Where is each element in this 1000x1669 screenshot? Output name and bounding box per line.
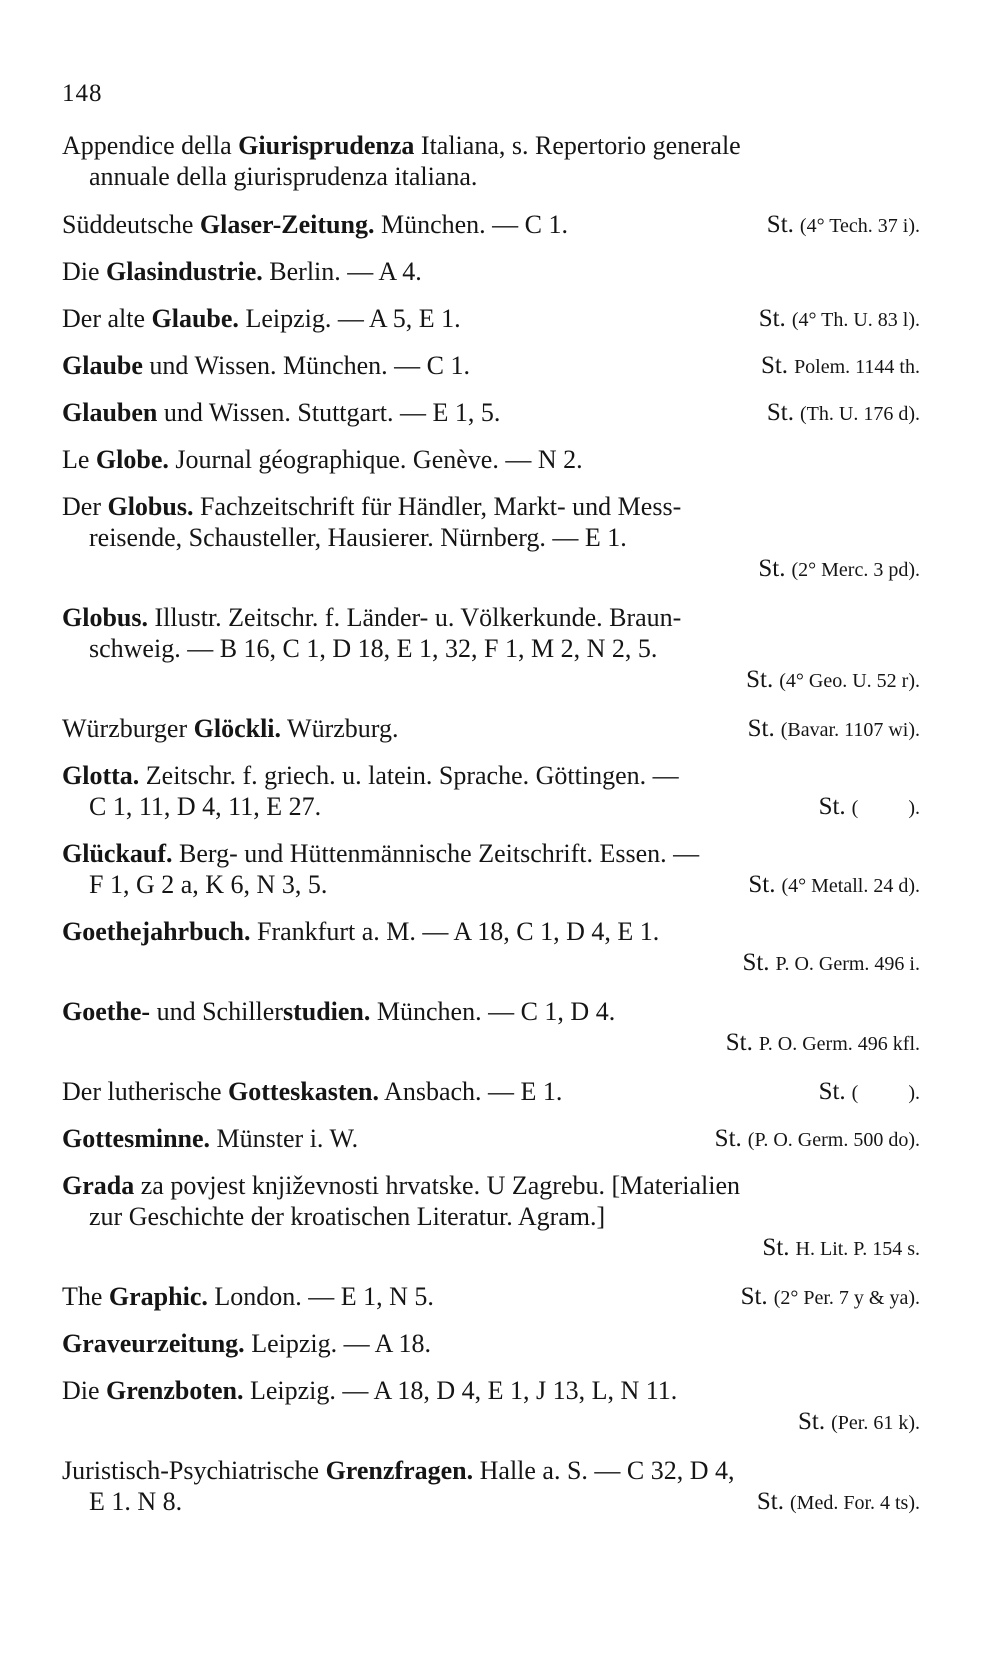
entry-line: Appendice della Giurisprudenza Italiana, s. Repertorio generale <box>62 131 741 160</box>
catalog-entry <box>62 1375 920 1439</box>
entry-line: Glotta. Zeitschr. f. griech. u. latein. Sprache. Göttingen. — <box>62 761 679 790</box>
entry-keyword: Glauben <box>62 398 158 427</box>
catalog-entry <box>62 397 920 428</box>
catalog-entry <box>62 1328 920 1359</box>
entry-line: Juristisch-Psychiatrische Grenzfragen. Halle a. S. — C 32, D 4, <box>62 1456 735 1485</box>
entry-line: The Graphic. London. — E 1, N 5. <box>62 1282 434 1311</box>
entry-keyword: Grada <box>62 1171 135 1200</box>
entry-keyword: Globe. <box>95 445 169 474</box>
entry-line: Süddeutsche Glaser-Zeitung. München. — C 1. <box>62 210 568 239</box>
entry-line: Die Grenzboten. Leipzig. — A 18, D 4, E 1, J 13, L, N 11. <box>62 1376 678 1405</box>
shelf-signature: St. (4° Geo. U. 52 r). <box>746 666 920 693</box>
entry-keyword: Giurisprudenza <box>238 131 415 160</box>
entry-line: Gottesminne. Münster i. W. <box>62 1124 359 1153</box>
entry-keyword: Gottesminne. <box>62 1124 211 1153</box>
catalog-entry <box>62 209 920 240</box>
shelf-signature: St. (Med. For. 4 ts). <box>756 1488 920 1515</box>
entry-line: Grada za povjest književnosti hrvatske. U Zagrebu. [Materialien <box>62 1171 740 1200</box>
shelf-signature: St. (Bavar. 1107 wi). <box>747 715 920 742</box>
entry-line: Der alte Glaube. Leipzig. — A 5, E 1. <box>62 304 461 333</box>
entry-keyword: Gotteskasten. <box>228 1077 379 1106</box>
shelf-signature: St. (4° Metall. 24 d). <box>748 871 920 898</box>
entry-keyword: Globus. <box>62 603 148 632</box>
entry-line: Glaube und Wissen. München. — C 1. <box>62 351 470 380</box>
entry-keyword: Grenzboten. <box>106 1376 244 1405</box>
entry-keyword: Globus. <box>107 492 194 521</box>
shelf-signature: St. (Th. U. 176 d). <box>766 399 920 426</box>
catalog-entry <box>62 838 920 900</box>
shelf-signature: St. (P. O. Germ. 500 do). <box>714 1125 920 1152</box>
entry-keyword: Glaube. <box>151 304 239 333</box>
entry-line: schweig. — B 16, C 1, D 18, E 1, 32, F 1, M 2, N 2, 5. <box>89 634 658 663</box>
entry-line: zur Geschichte der kroatischen Literatur. Agram.] <box>89 1202 606 1231</box>
catalog-entry <box>62 1455 920 1517</box>
entry-line: Globus. Illustr. Zeitschr. f. Länder- u. Völkerkunde. Braun- <box>62 603 682 632</box>
entry-line: Goethe- und Schillerstudien. München. — C 1, D 4. <box>62 997 616 1026</box>
entry-keyword: Grenzfragen. <box>325 1456 474 1485</box>
shelf-signature: St. Polem. 1144 th. <box>760 352 920 379</box>
entry-line: reisende, Schausteller, Hausierer. Nürnberg. — E 1. <box>89 523 627 552</box>
entry-list <box>62 130 920 1517</box>
entry-line: Der lutherische Gotteskasten. Ansbach. — E 1. <box>62 1077 563 1106</box>
entry-line: Glückauf. Berg- und Hüttenmännische Zeitschrift. Essen. — <box>62 839 700 868</box>
catalog-entry <box>62 602 920 697</box>
entry-line: Goethejahrbuch. Frankfurt a. M. — A 18, C 1, D 4, E 1. <box>62 917 660 946</box>
entry-keyword: Glaube <box>62 351 143 380</box>
entry-keyword: Goethejahrbuch. <box>62 917 251 946</box>
entry-line: F 1, G 2 a, K 6, N 3, 5. St. (4° Metall. 24 d). <box>62 869 920 900</box>
entry-keyword: studien. <box>282 997 371 1026</box>
shelf-signature: St. (4° Tech. 37 i). <box>766 211 920 238</box>
catalog-entry <box>62 713 920 744</box>
shelf-signature: St. P. O. Germ. 496 kfl. <box>725 1029 920 1056</box>
entry-line: Der Globus. Fachzeitschrift für Händler, Markt- und Mess- <box>62 492 682 521</box>
shelf-signature: St. H. Lit. P. 154 s. <box>762 1234 920 1261</box>
entry-line: Glauben und Wissen. Stuttgart. — E 1, 5. <box>62 398 501 427</box>
catalog-entry <box>62 760 920 822</box>
catalog-entry <box>62 1281 920 1312</box>
shelf-signature: St. (2° Merc. 3 pd). <box>758 555 920 582</box>
catalog-entry <box>62 1076 920 1107</box>
catalog-entry <box>62 256 920 287</box>
entry-line: C 1, 11, D 4, 11, E 27. St. ( ). <box>62 791 920 822</box>
catalog-entry <box>62 491 920 586</box>
catalog-entry <box>62 916 920 980</box>
entry-keyword: Glaser-Zeitung. <box>199 210 375 239</box>
shelf-signature: St. ( ). <box>818 793 920 820</box>
entry-line: E 1. N 8. St. (Med. For. 4 ts). <box>62 1486 920 1517</box>
entry-keyword: Glasindustrie. <box>106 257 263 286</box>
catalog-entry <box>62 303 920 334</box>
entry-line: Le Globe. Journal géographique. Genève. — N 2. <box>62 445 583 474</box>
shelf-signature: St. (4° Th. U. 83 l). <box>758 305 920 332</box>
catalog-entry <box>62 130 920 192</box>
entry-keyword: Graveurzeitung. <box>62 1329 245 1358</box>
entry-line: annuale della giurisprudenza italiana. <box>89 162 478 191</box>
shelf-signature: St. (2° Per. 7 y & ya). <box>740 1283 920 1310</box>
catalog-entry <box>62 1170 920 1265</box>
entry-line: Graveurzeitung. Leipzig. — A 18. <box>62 1329 432 1358</box>
entry-line: Würzburger Glöckli. Würzburg. <box>62 714 399 743</box>
shelf-signature: St. P. O. Germ. 496 i. <box>742 949 920 976</box>
catalog-entry <box>62 444 920 475</box>
entry-keyword: Goethe- <box>62 997 151 1026</box>
entry-line: Die Glasindustrie. Berlin. — A 4. <box>62 257 422 286</box>
catalog-entry <box>62 350 920 381</box>
entry-keyword: Glückauf. <box>62 839 173 868</box>
entry-keyword: Glotta. <box>62 761 140 790</box>
shelf-signature: St. ( ). <box>818 1078 920 1105</box>
entry-keyword: Graphic. <box>108 1282 208 1311</box>
catalog-entry <box>62 1123 920 1154</box>
page-number: 148 <box>62 80 103 107</box>
catalog-entry <box>62 996 920 1060</box>
entry-keyword: Glöckli. <box>193 714 282 743</box>
shelf-signature: St. (Per. 61 k). <box>798 1408 920 1435</box>
